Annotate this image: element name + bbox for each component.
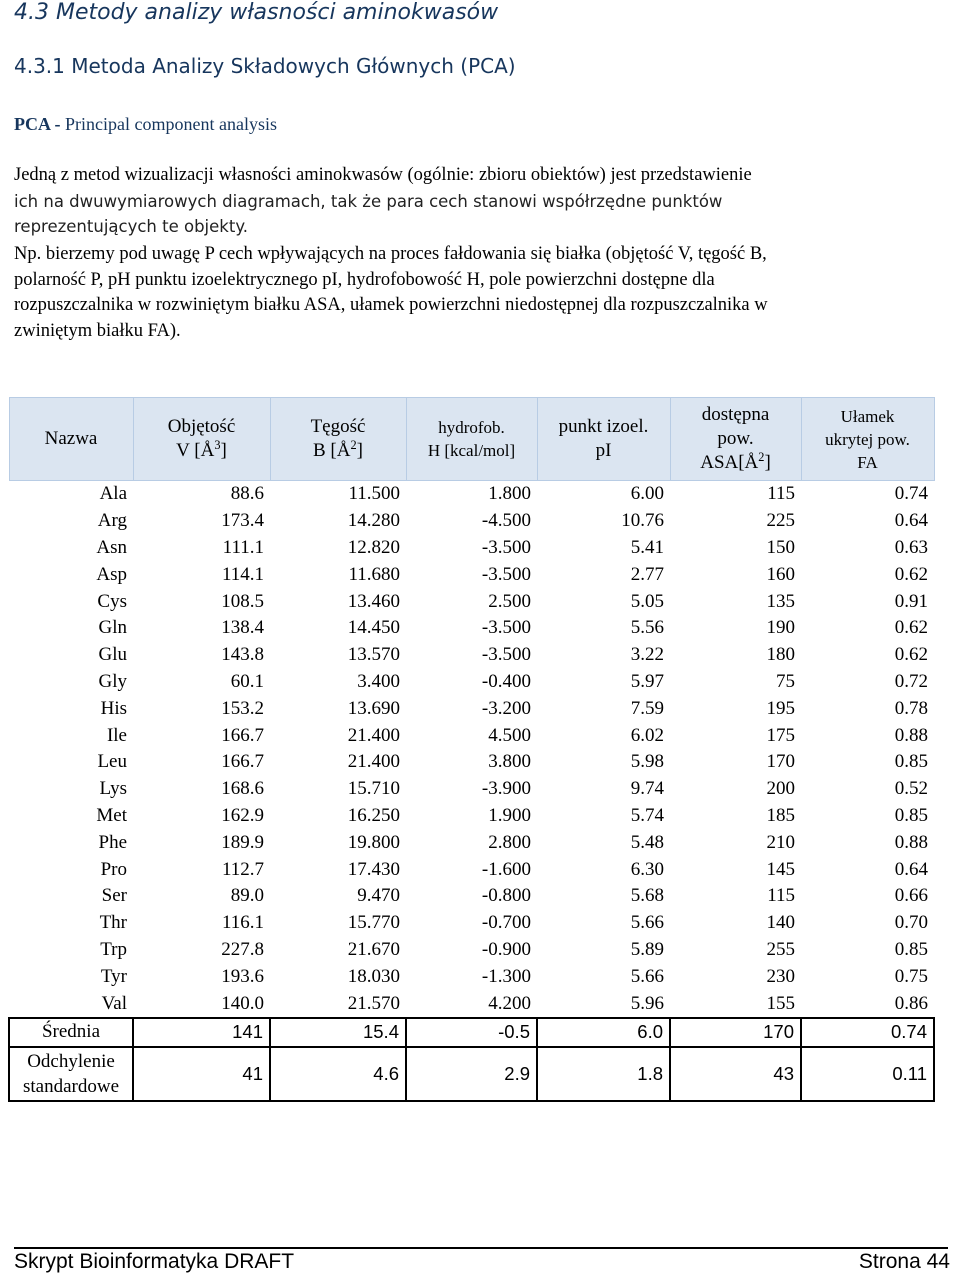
cell-buried-fraction: 0.70 xyxy=(894,912,928,934)
row-label: Ser xyxy=(101,885,127,907)
table-row xyxy=(9,883,934,910)
cell-asa: 75 xyxy=(776,670,795,692)
cell-hydrophobicity: -3.500 xyxy=(481,617,531,639)
cell-volume: 138.4 xyxy=(221,617,264,639)
cell-buried-fraction: 0.64 xyxy=(894,510,928,532)
cell-buried-fraction: 0.62 xyxy=(894,563,928,585)
cell-buried-fraction: 0.74 xyxy=(894,483,928,505)
cell-volume: 168.6 xyxy=(221,778,264,800)
cell-hydrophobicity: -0.5 xyxy=(406,1018,537,1047)
row-label: Cys xyxy=(97,590,127,612)
paragraph-example xyxy=(14,242,949,345)
cell-isoelectric-point: 5.68 xyxy=(630,885,664,907)
cell-asa: 190 xyxy=(766,617,795,639)
cell-asa: 160 xyxy=(766,563,795,585)
cell-asa: 115 xyxy=(767,483,795,505)
row-label: Gln xyxy=(98,617,127,639)
row-label: Thr xyxy=(99,912,127,934)
paragraph-line: reprezentujących te objekty. xyxy=(14,217,248,237)
cell-hydrophobicity: 4.500 xyxy=(488,724,531,746)
cell-isoelectric-point: 6.00 xyxy=(630,483,664,505)
cell-isoelectric-point: 5.66 xyxy=(630,965,664,987)
paragraph-line: zwiniętym białku FA). xyxy=(14,321,181,342)
cell-isoelectric-point: 6.30 xyxy=(630,858,664,880)
row-label: Phe xyxy=(98,831,127,853)
footer-title: Skrypt Bioinformatyka DRAFT xyxy=(14,1250,295,1273)
cell-isoelectric-point: 2.77 xyxy=(630,563,664,585)
row-label: Odchylenie standardowe xyxy=(9,1047,133,1101)
cell-isoelectric-point: 6.0 xyxy=(537,1018,670,1047)
cell-hydrophobicity: -3.900 xyxy=(481,778,531,800)
cell-isoelectric-point: 5.97 xyxy=(630,670,664,692)
cell-hydrophobicity: -3.500 xyxy=(481,644,531,666)
cell-asa: 140 xyxy=(766,912,795,934)
cell-volume: 89.0 xyxy=(230,885,264,907)
cell-hydrophobicity: -4.500 xyxy=(481,510,531,532)
paragraph-line: rozpuszczalnika w rozwiniętym białku ASA, ułamek powierzchni niedostępnej dla rozpuszczalnika w xyxy=(14,295,768,316)
cell-buried-fraction: 0.78 xyxy=(894,697,928,719)
cell-volume: 112.7 xyxy=(221,858,264,880)
subsection-heading: 4.3.1 Metoda Analizy Składowych Głównych (PCA) xyxy=(14,54,516,78)
cell-buried-fraction: 0.62 xyxy=(894,617,928,639)
row-label: Tyr xyxy=(100,965,127,987)
cell-bulkiness: 16.250 xyxy=(347,804,400,826)
cell-volume: 143.8 xyxy=(221,644,264,666)
header-name: Nazwa xyxy=(9,398,133,481)
cell-isoelectric-point: 9.74 xyxy=(630,778,664,800)
cell-buried-fraction: 0.64 xyxy=(894,858,928,880)
row-label: Gly xyxy=(98,670,127,692)
cell-buried-fraction: 0.63 xyxy=(894,536,928,558)
cell-volume: 114.1 xyxy=(221,563,264,585)
cell-volume: 193.6 xyxy=(221,965,264,987)
cell-bulkiness: 11.680 xyxy=(348,563,400,585)
cell-hydrophobicity: 4.200 xyxy=(488,992,531,1014)
header-hydrophobicity: hydrofob. H [kcal/mol] xyxy=(406,398,537,481)
footer-divider xyxy=(14,1247,948,1249)
row-label: Asp xyxy=(96,563,127,585)
table-row xyxy=(9,963,934,990)
cell-bulkiness: 13.690 xyxy=(347,697,400,719)
cell-buried-fraction: 0.62 xyxy=(894,644,928,666)
cell-asa: 185 xyxy=(766,804,795,826)
row-label: Met xyxy=(96,804,127,826)
cell-hydrophobicity: 2.9 xyxy=(406,1047,537,1101)
cell-asa: 230 xyxy=(766,965,795,987)
cell-hydrophobicity: -1.600 xyxy=(481,858,531,880)
table-row xyxy=(9,937,934,964)
header-bulkiness: Tęgość B $[Å^2]$ xyxy=(270,398,406,481)
cell-isoelectric-point: 5.41 xyxy=(630,536,664,558)
cell-buried-fraction: 0.75 xyxy=(894,965,928,987)
row-label: Ile xyxy=(106,724,127,746)
cell-buried-fraction: 0.88 xyxy=(894,724,928,746)
cell-isoelectric-point: 5.96 xyxy=(630,992,664,1014)
cell-asa: 150 xyxy=(766,536,795,558)
row-label: Asn xyxy=(96,536,127,558)
cell-volume: 227.8 xyxy=(221,938,264,960)
cell-asa: 195 xyxy=(766,697,795,719)
row-label: Ala xyxy=(99,483,127,505)
cell-bulkiness: 12.820 xyxy=(347,536,400,558)
header-buried-fraction: Ułamek ukrytej pow. FA xyxy=(801,398,934,481)
cell-isoelectric-point: 5.48 xyxy=(630,831,664,853)
cell-hydrophobicity: -0.900 xyxy=(481,938,531,960)
cell-volume: 189.9 xyxy=(221,831,264,853)
cell-hydrophobicity: 2.800 xyxy=(488,831,531,853)
cell-bulkiness: 15.4 xyxy=(270,1018,406,1047)
table-row xyxy=(9,990,934,1018)
row-label: Arg xyxy=(97,510,127,532)
cell-buried-fraction: 0.74 xyxy=(801,1018,934,1047)
paragraph-line: Np. bierzemy pod uwagę P cech wpływających na proces fałdowania się białka (objętość V, tęgość B, xyxy=(14,244,767,264)
table-row xyxy=(9,749,934,776)
cell-bulkiness: 9.470 xyxy=(357,885,400,907)
cell-hydrophobicity: 1.900 xyxy=(488,804,531,826)
cell-volume: 162.9 xyxy=(221,804,264,826)
cell-isoelectric-point: 5.66 xyxy=(630,912,664,934)
cell-asa: 255 xyxy=(766,938,795,960)
cell-bulkiness: 17.430 xyxy=(347,858,400,880)
cell-volume: 153.2 xyxy=(221,697,264,719)
paragraph-line: ich na dwuwymiarowych diagramach, tak że para cech stanowi współrzędne punktów xyxy=(14,191,723,211)
row-label: Val xyxy=(101,992,127,1014)
cell-isoelectric-point: 5.89 xyxy=(630,938,664,960)
page-number: Strona 44 xyxy=(858,1250,950,1273)
header-isoelectric-point: punkt izoel. pI xyxy=(537,398,670,481)
cell-hydrophobicity: 3.800 xyxy=(488,751,531,773)
cell-asa: 170 xyxy=(670,1018,801,1047)
cell-asa: 180 xyxy=(766,644,795,666)
table-row xyxy=(9,803,934,830)
cell-asa: 115 xyxy=(767,885,795,907)
table-row xyxy=(9,856,934,883)
table-row xyxy=(9,910,934,937)
cell-hydrophobicity: -0.700 xyxy=(481,912,531,934)
table-row xyxy=(9,669,934,696)
cell-bulkiness: 3.400 xyxy=(357,670,400,692)
row-label: Lys xyxy=(99,778,127,800)
cell-hydrophobicity: -3.200 xyxy=(481,697,531,719)
table-row xyxy=(9,695,934,722)
cell-bulkiness: 13.460 xyxy=(347,590,400,612)
amino-acid-properties-table xyxy=(8,397,935,1102)
cell-buried-fraction: 0.72 xyxy=(894,670,928,692)
table-row xyxy=(9,776,934,803)
table-row xyxy=(9,561,934,588)
cell-isoelectric-point: 5.74 xyxy=(630,804,664,826)
header-asa: dostępna pow. $ASA[Å^2]$ xyxy=(670,398,801,481)
cell-asa: 135 xyxy=(766,590,795,612)
pca-abbreviation: PCA - xyxy=(14,114,61,134)
cell-bulkiness: 15.770 xyxy=(347,912,400,934)
cell-buried-fraction: 0.11 xyxy=(801,1047,934,1101)
table-row xyxy=(9,535,934,562)
mean-row xyxy=(9,1018,934,1047)
paragraph-line: polarność P, pH punktu izoelektrycznego pI, hydrofobowość H, pole powierzchni dostępne dla xyxy=(14,269,715,290)
cell-asa: 170 xyxy=(766,751,795,773)
table-row xyxy=(9,642,934,669)
table-row xyxy=(9,615,934,642)
cell-bulkiness: 19.800 xyxy=(347,831,400,853)
table-header-row xyxy=(9,398,934,481)
row-label: Leu xyxy=(97,751,127,773)
cell-hydrophobicity: 2.500 xyxy=(488,590,531,612)
cell-buried-fraction: 0.85 xyxy=(894,938,928,960)
table-row xyxy=(9,508,934,535)
std-dev-row xyxy=(9,1047,934,1101)
cell-volume: 108.5 xyxy=(221,590,264,612)
cell-asa: 210 xyxy=(766,831,795,853)
cell-buried-fraction: 0.52 xyxy=(894,778,928,800)
cell-volume: 111.1 xyxy=(222,536,264,558)
cell-volume: 166.7 xyxy=(221,751,264,773)
cell-bulkiness: 4.6 xyxy=(270,1047,406,1101)
cell-volume: 141 xyxy=(133,1018,270,1047)
cell-isoelectric-point: 5.56 xyxy=(630,617,664,639)
row-label: Glu xyxy=(98,644,127,666)
cell-hydrophobicity: -0.800 xyxy=(481,885,531,907)
cell-volume: 60.1 xyxy=(230,670,264,692)
cell-asa: 225 xyxy=(766,510,795,532)
cell-isoelectric-point: 5.05 xyxy=(630,590,664,612)
cell-asa: 43 xyxy=(670,1047,801,1101)
cell-buried-fraction: 0.85 xyxy=(894,804,928,826)
section-heading: 4.3 Metody analizy własności aminokwasów xyxy=(14,0,499,25)
cell-bulkiness: 15.710 xyxy=(347,778,400,800)
cell-bulkiness: 21.400 xyxy=(347,751,400,773)
cell-bulkiness: 13.570 xyxy=(347,644,400,666)
cell-buried-fraction: 0.66 xyxy=(894,885,928,907)
row-label: Średnia xyxy=(9,1018,133,1047)
cell-bulkiness: 21.570 xyxy=(347,992,400,1014)
table-row xyxy=(9,722,934,749)
cell-volume: 116.1 xyxy=(221,912,264,934)
cell-asa: 155 xyxy=(766,992,795,1014)
cell-asa: 145 xyxy=(766,858,795,880)
row-label: Pro xyxy=(100,858,127,880)
cell-hydrophobicity: -1.300 xyxy=(481,965,531,987)
paragraph-intro xyxy=(14,163,949,240)
cell-isoelectric-point: 6.02 xyxy=(630,724,664,746)
cell-bulkiness: 21.400 xyxy=(347,724,400,746)
cell-hydrophobicity: -3.500 xyxy=(481,536,531,558)
cell-bulkiness: 18.030 xyxy=(347,965,400,987)
cell-volume: 41 xyxy=(133,1047,270,1101)
cell-hydrophobicity: -0.400 xyxy=(481,670,531,692)
cell-bulkiness: 14.450 xyxy=(347,617,400,639)
table-row xyxy=(9,588,934,615)
cell-asa: 175 xyxy=(766,724,795,746)
pca-definition xyxy=(14,114,277,135)
cell-bulkiness: 21.670 xyxy=(347,938,400,960)
cell-asa: 200 xyxy=(766,778,795,800)
header-volume: Objętość V $[Å^3]$ xyxy=(133,398,270,481)
cell-isoelectric-point: 1.8 xyxy=(537,1047,670,1101)
cell-isoelectric-point: 3.22 xyxy=(630,644,664,666)
cell-buried-fraction: 0.85 xyxy=(894,751,928,773)
cell-hydrophobicity: 1.800 xyxy=(488,483,531,505)
table-row xyxy=(9,829,934,856)
cell-volume: 173.4 xyxy=(221,510,264,532)
cell-bulkiness: 11.500 xyxy=(348,483,400,505)
cell-volume: 140.0 xyxy=(221,992,264,1014)
cell-bulkiness: 14.280 xyxy=(347,510,400,532)
cell-buried-fraction: 0.88 xyxy=(894,831,928,853)
cell-isoelectric-point: 5.98 xyxy=(630,751,664,773)
cell-buried-fraction: 0.86 xyxy=(894,992,928,1014)
paragraph-line: Jedną z metod wizualizacji własności aminokwasów (ogólnie: zbioru obiektów) jest przedstawienie xyxy=(14,165,752,185)
cell-volume: 166.7 xyxy=(221,724,264,746)
row-label: His xyxy=(100,697,127,719)
table-row xyxy=(9,481,934,508)
cell-isoelectric-point: 7.59 xyxy=(630,697,664,719)
cell-isoelectric-point: 10.76 xyxy=(621,510,664,532)
cell-hydrophobicity: -3.500 xyxy=(481,563,531,585)
cell-volume: 88.6 xyxy=(230,483,264,505)
pca-expansion: Principal component analysis xyxy=(65,114,277,134)
row-label: Trp xyxy=(100,938,127,960)
cell-buried-fraction: 0.91 xyxy=(894,590,928,612)
